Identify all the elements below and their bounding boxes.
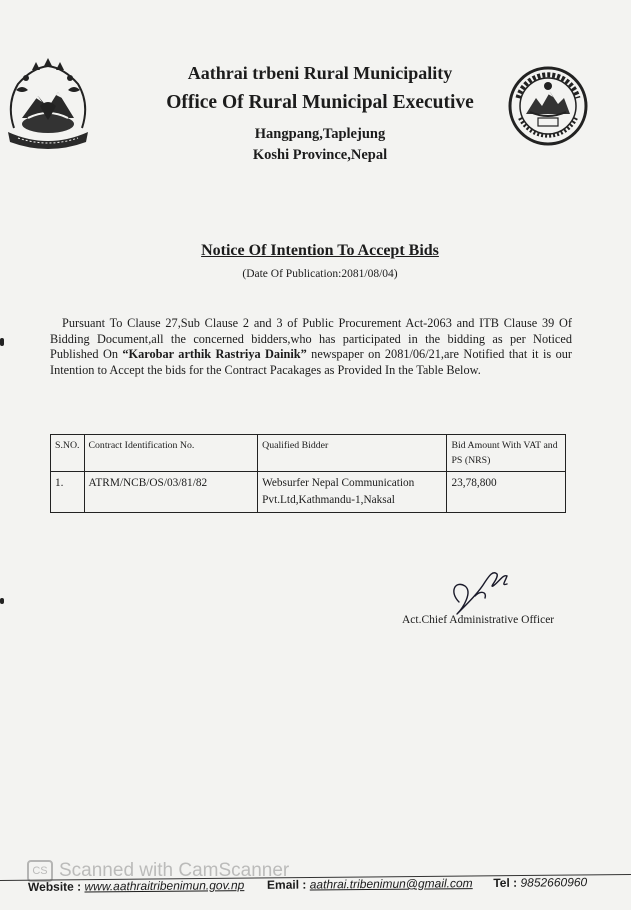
cell-contract-id: ATRM/NCB/OS/03/81/82 (84, 472, 258, 513)
notice-text-part1: Pursuant To Clause 27,Sub Clause 2 and 3 of Public Procurement Act-2063 and ITB Clause 39 Of Bidding Document,all the concerned bidders,who has participated in the bidding as per Noticed Published On (50, 316, 572, 361)
notice-title: Notice Of Intention To Accept Bids (201, 242, 439, 259)
tel-number: 9852660960 (520, 875, 588, 890)
header-sno: S.NO. (51, 435, 85, 472)
notice-text-part2: newspaper on 2081/06/21,are Notified that it is our Intention to Accept the bids for the Contract Pacakages as Provided In the Table Below. (50, 347, 573, 377)
scan-edge-mark (0, 338, 4, 346)
office-location: Hangpang,Taplejung (254, 126, 386, 142)
publication-date: (Date Of Publication:2081/08/04) (242, 268, 398, 280)
cell-amount: 23,78,800 (447, 472, 566, 513)
table-row (51, 472, 566, 513)
email-link[interactable]: aathrai.tribenimun@gmail.com (309, 876, 473, 892)
cell-bidder: Websurfer Nepal Communication Pvt.Ltd,Kathmandu-1,Naksal (258, 472, 447, 513)
scan-edge-mark (0, 598, 4, 604)
header-contract-id: Contract Identification No. (84, 435, 258, 472)
camscanner-logo-icon: CS (27, 860, 53, 882)
header-bidder: Qualified Bidder (258, 435, 447, 472)
nepal-emblem-icon (2, 58, 94, 152)
email-label: Email : (266, 877, 307, 892)
cell-sno: 1. (51, 472, 85, 513)
header-amount: Bid Amount With VAT and PS (NRS) (447, 435, 566, 472)
office-name: Office Of Rural Municipal Executive (166, 92, 474, 113)
signer-title: Act.Chief Administrative Officer (402, 614, 555, 626)
municipality-name: Aathrai trbeni Rural Municipality (187, 63, 453, 83)
office-province: Koshi Province,Nepal (252, 147, 388, 163)
newspaper-name: “Karobar arthik Rastriya Dainik” (122, 347, 307, 361)
website-label: Website : (27, 879, 82, 894)
bids-table (50, 434, 566, 513)
notice-paragraph (50, 316, 572, 378)
tel-label: Tel : (493, 875, 518, 890)
table-header-row (51, 435, 566, 472)
website-link[interactable]: www.aathraitribenimun.gov.np (84, 878, 245, 894)
watermark-text: Scanned with CamScanner (59, 860, 290, 881)
signature-icon (445, 562, 515, 620)
